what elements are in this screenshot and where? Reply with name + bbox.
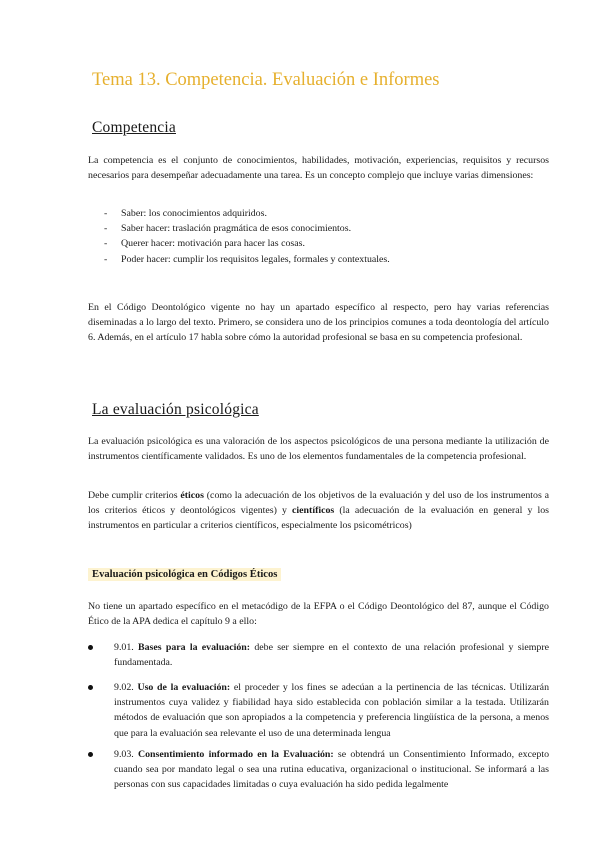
paragraph-text: La competencia es el conjunto de conocimientos, habilidades, motivación, experiencias, requisitos y recursos necesarios para desempeñar adecuadamente una tarea. Es un concepto complejo que incluye varias dimensiones: <box>88 155 549 182</box>
bold-cientificos: científicos <box>292 505 335 517</box>
paragraph-evaluacion-definition <box>88 434 549 464</box>
bullet-item-9-01: 9.01. Bases para la evaluación: debe ser siempre en el contexto de una relación profesional y siempre fundamentada. <box>88 640 549 670</box>
section-heading-competencia: Competencia <box>92 119 176 136</box>
paragraph-competencia-definition <box>88 153 549 183</box>
bullet-icon <box>88 645 93 650</box>
paragraph-text: La evaluación psicológica es una valoración de los aspectos psicológicos de una persona mediante la utilización de instrumentos científicamente validados. Es uno de los elementos fundamentales de la competencia profesional. <box>88 436 549 463</box>
bold-eticos: éticos <box>180 490 204 501</box>
subsection-heading-codigos-eticos: Evaluación psicológica en Códigos Éticos <box>88 568 281 581</box>
section-heading-evaluacion: La evaluación psicológica <box>92 401 259 418</box>
bullet-icon <box>88 752 93 757</box>
list-item: - Querer hacer: motivación para hacer las cosas. <box>104 238 305 250</box>
bullet-icon <box>88 685 93 690</box>
paragraph-text: En el Código Deontológico vigente no hay un apartado específico al respecto, pero hay varias referencias diseminadas a lo largo del texto. Primero, se considera uno de los principios comunes a toda deontología del artículo 6. Además, en el artículo 17 habla sobre cómo la autoridad profesional se basa en su competencia profesional. <box>88 302 549 344</box>
paragraph-apa-intro <box>88 599 549 629</box>
dimensions-list <box>104 206 390 267</box>
bullet-item-9-02: 9.02. Uso de la evaluación: el proceder y los fines se adecúan a la pertinencia de las técnicas. Utilizarán instrumentos cuya validez y fiabilidad haya sido establecida con población similar a la testada. Utilizarán métodos de evaluación que son apropiados a la competencia y preferencia lingüística de la persona, a menos que para la evaluación sea relevante el uso de una determinada lengua <box>88 680 549 741</box>
list-item: - Saber: los conocimientos adquiridos. <box>104 208 267 219</box>
paragraph-criterios: Debe cumplir criterios éticos (como la adecuación de los objetivos de la evaluación y del uso de los instrumentos a los criterios éticos y deontológicos vigentes) y científicos (la adecuación de la evaluación en general y los instrumentos en particular a criterios científicos, especialmente los psicométricos) <box>88 490 550 532</box>
paragraph-codigo-deontologico <box>88 300 549 346</box>
document-title: Tema 13. Competencia. Evaluación e Informes <box>92 70 440 90</box>
paragraph-text: No tiene un apartado específico en el metacódigo de la EFPA o el Código Deontológico del 87, aunque el Código Ético de la APA dedica el capítulo 9 a ello: <box>88 601 549 628</box>
list-item: - Saber hacer: traslación pragmática de esos conocimientos. <box>104 223 352 235</box>
bullet-item-9-03: 9.03. Consentimiento informado en la Evaluación: se obtendrá un Consentimiento Informado, excepto cuando sea por mandato legal o sea una rutina educativa, organizacional o institucional. Se informará a las personas con sus capacidades limitadas o cuya evaluación ha sido pedida legalmente <box>88 747 549 793</box>
list-item: - Poder hacer: cumplir los requisitos legales, formales y contextuales. <box>104 253 390 265</box>
